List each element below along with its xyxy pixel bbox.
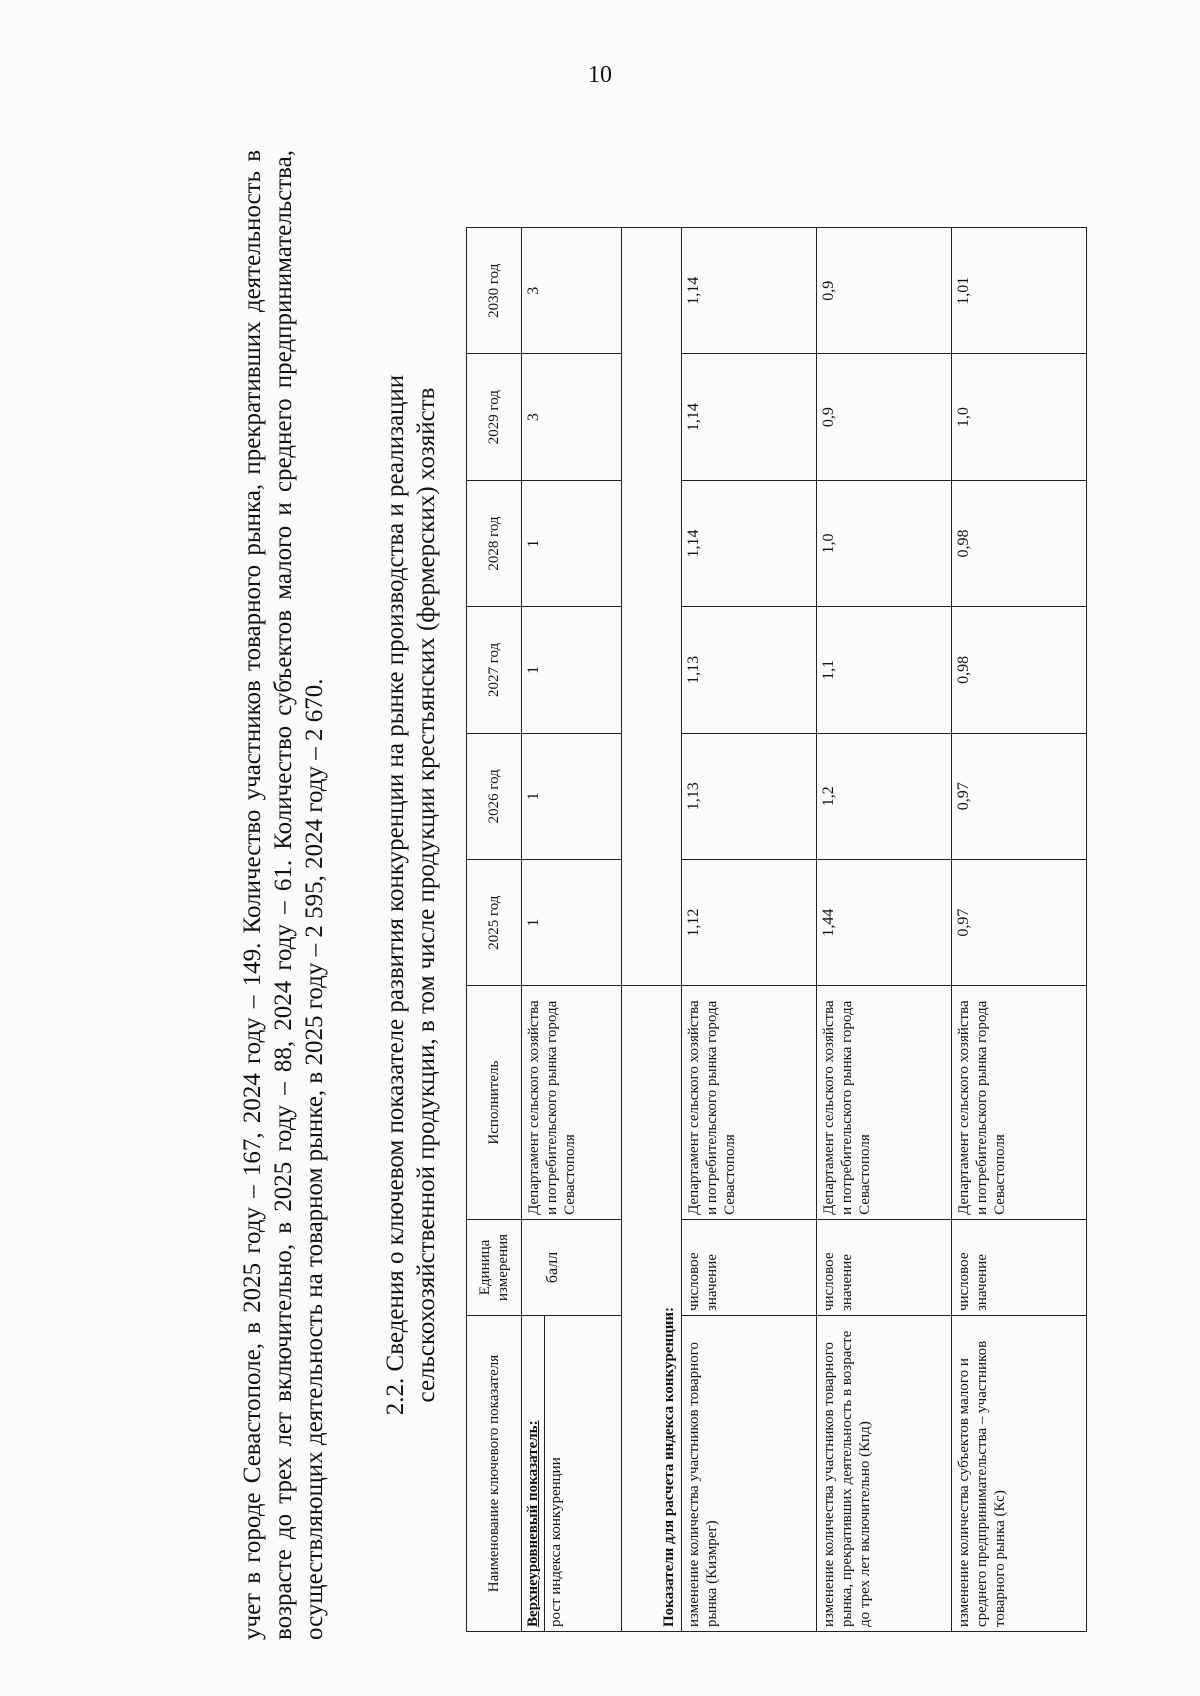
header-name: Наименование ключевого показателя [467,1316,522,1632]
section-title-line-1: 2.2. Сведения о ключевом показателе развития конкуренции на рынке производства и реализации [382,374,409,1416]
section-title [380,150,442,1640]
row-value-2030: 1,14 [682,228,817,354]
cell-top-indicator-executor: Департамент сельского хозяйства и потребительского рынка города Севастополя [522,986,622,1220]
section-title-line-2: сельскохозяйственной продукции, в том числе продукции крестьянских (фермерских) хозяйств [413,387,440,1403]
row-value-2030: 0,9 [817,228,952,354]
cell-top-value-2028: 1 [522,480,622,606]
row-indicator-name: изменение количества участников товарного рынка (Кизмрег) [682,1316,817,1632]
table-header-row [467,228,522,1632]
header-year-2030: 2030 год [467,228,522,354]
row-value-2029: 1,14 [682,354,817,480]
header-year-2025: 2025 год [467,859,522,985]
row-value-2028: 1,14 [682,480,817,606]
row-indicator-name: изменение количества участников товарного рынка, прекративших деятельность в возрасте до трех лет включительно (Кпд) [817,1316,952,1632]
top-indicator-label: Верхнеуровневый показатель: [522,1316,545,1631]
cell-top-value-2025: 1 [522,859,622,985]
table-row-top-indicator [522,228,622,1632]
row-value-2027: 1,13 [682,607,817,733]
row-value-2027: 0,98 [952,607,1087,733]
row-indicator-unit: числовое значение [682,1219,817,1315]
rotated-landscape-content [237,150,1117,1640]
table-row-calc-label [622,228,682,1632]
row-value-2029: 1,0 [952,354,1087,480]
cell-top-indicator-unit: балл [522,1219,622,1315]
page-number: 10 [588,62,612,88]
row-value-2025: 1,12 [682,859,817,985]
row-value-2025: 1,44 [817,859,952,985]
row-value-2027: 1,1 [817,607,952,733]
row-indicator-executor: Департамент сельского хозяйства и потребительского рынка города Севастополя [682,986,817,1220]
cell-top-value-2029: 3 [522,354,622,480]
calc-indicators-label: Показатели для расчета индекса конкуренции: [622,986,682,1632]
header-executor: Исполнитель [467,986,522,1220]
calc-label-empty-cell [622,228,682,986]
top-indicator-name: рост индекса конкуренции [548,1457,564,1627]
cell-top-indicator-name [522,1316,622,1632]
header-year-2027: 2027 год [467,607,522,733]
row-value-2025: 0,97 [952,859,1087,985]
header-year-2029: 2029 год [467,354,522,480]
header-year-2026: 2026 год [467,733,522,859]
table-row [682,228,817,1632]
row-value-2026: 1,2 [817,733,952,859]
row-indicator-unit: числовое значение [817,1219,952,1315]
row-value-2028: 0,98 [952,480,1087,606]
row-value-2029: 0,9 [817,354,952,480]
cell-top-value-2030: 3 [522,228,622,354]
row-indicator-name: изменение количества субъектов малого и среднего предпринимательства – участников товарного рынка (Кс) [952,1316,1087,1632]
intro-paragraph: учет в городе Севастополе, в 2025 году – 167, 2024 году – 149. Количество участников товарного рынка, прекративших деятельность в возрасте до трех лет включительно, в 2025 году – 88, 2024 году – 61. Количество субъектов малого и среднего предпринимательства, осуществляющих деятельность на товарном рынке, в 2025 году – 2 595, 2024 году – 2 670. [239,150,328,1640]
indicators-table [466,227,1087,1632]
table-row [952,228,1087,1632]
row-value-2030: 1,01 [952,228,1087,354]
header-year-2028: 2028 год [467,480,522,606]
table-row [817,228,952,1632]
row-indicator-executor: Департамент сельского хозяйства и потребительского рынка города Севастополя [817,986,952,1220]
cell-top-value-2026: 1 [522,733,622,859]
header-unit: Единица измерения [467,1219,522,1315]
row-value-2028: 1,0 [817,480,952,606]
row-value-2026: 1,13 [682,733,817,859]
cell-top-value-2027: 1 [522,607,622,733]
row-indicator-unit: числовое значение [952,1219,1087,1315]
row-value-2026: 0,97 [952,733,1087,859]
row-indicator-executor: Департамент сельского хозяйства и потребительского рынка города Севастополя [952,986,1087,1220]
